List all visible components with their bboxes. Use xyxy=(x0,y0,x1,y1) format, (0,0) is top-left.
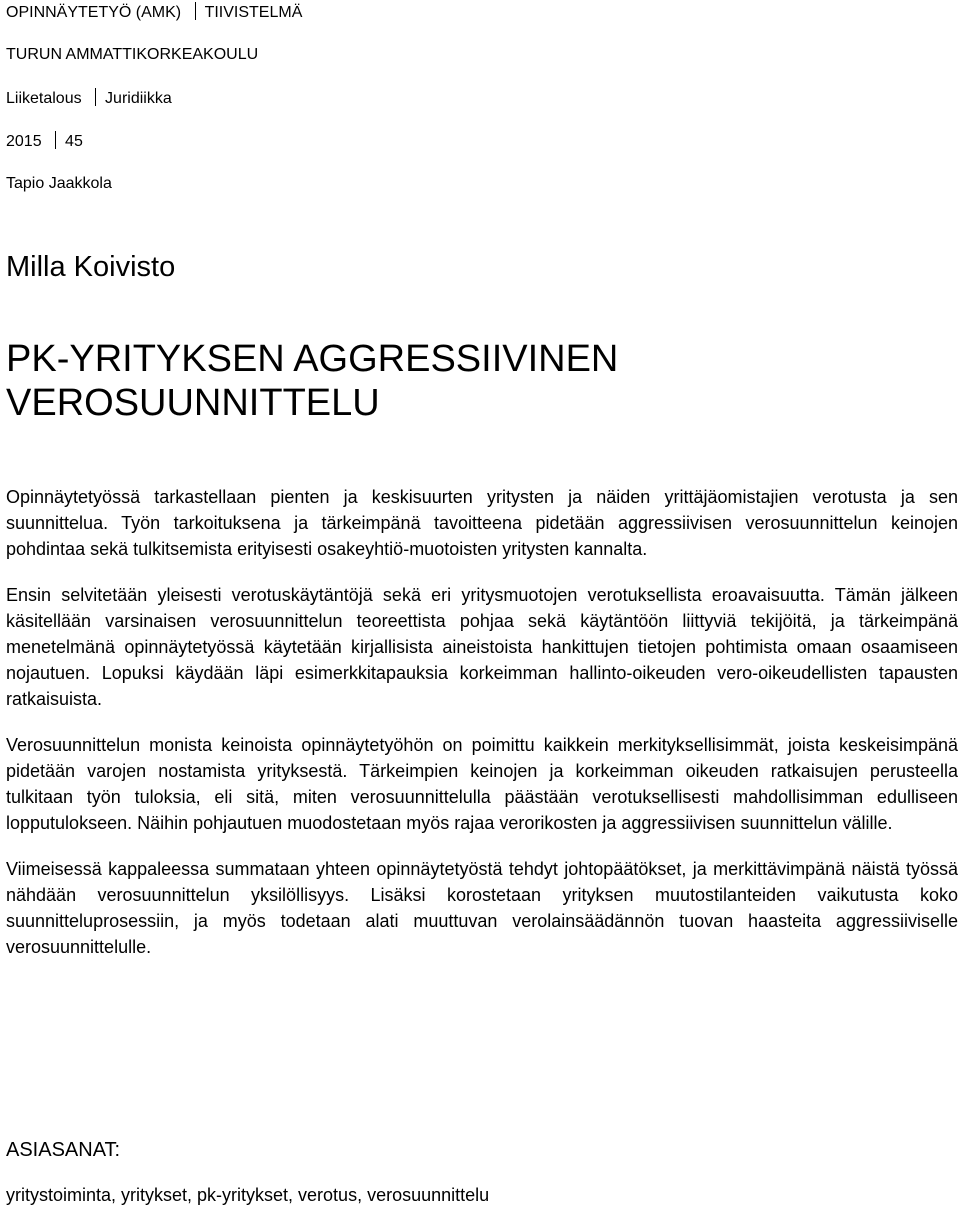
title-line: PK-YRITYKSEN AGGRESSIIVINEN xyxy=(6,338,619,380)
abstract-page xyxy=(6,0,958,1210)
abstract-paragraph: Opinnäytetyössä tarkastellaan pienten ja keskisuurten yritysten ja näiden yrittäjäomistajien verotusta ja sen suunnittelua. Työn tarkoituksena ja tärkeimpänä tavoitteena pidetään aggressiivisen verosuunnittelun keinojen pohdintaa sekä tulkitsemista erityisesti osakeyhtiö-muotoisten yritysten kannalta. xyxy=(6,487,958,559)
programme-line xyxy=(6,88,172,109)
page-count: 45 xyxy=(65,133,83,150)
abstract-paragraph: Verosuunnittelun monista keinoista opinnäytetyöhön on poimittu kaikkein merkityksellisimmät, joista keskeisimpänä pidetään varojen nostamista yrityksestä. Tärkeimpien keinojen ja korkeimman oikeuden ratkaisujen perusteella tulkitaan työn tuloksia, eli sitä, miten verosuunnittelulla päästään verotuksellisesti mahdollisimman edulliseen lopputulokseen. Näihin pohjautuen muodostetaan myös rajaa verorikosten ja aggressiivisen suunnittelun välille. xyxy=(6,735,958,833)
separator xyxy=(55,131,56,149)
abstract-paragraph: Viimeisessä kappaleessa summataan yhteen opinnäytetyöstä tehdyt johtopäätökset, ja merkittävimpänä näistä työssä nähdään verosuunnittelun yksilöllisyys. Lisäksi korostetaan yrityksen muutostilanteiden vaikutusta koko suunnitteluprosessiin, ja myös todetaan alati muuttuvan verolainsäädännön tuovan haasteita aggressiiviselle verosuunnittelulle. xyxy=(6,859,958,957)
year-pages-line xyxy=(6,131,83,152)
keywords-list: yritystoiminta, yritykset, pk-yritykset, verotus, verosuunnittelu xyxy=(6,1185,490,1205)
keywords-heading: ASIASANAT: xyxy=(6,1139,121,1161)
author-name: Milla Koivisto xyxy=(6,251,176,283)
thesis-title xyxy=(6,337,618,425)
abstract-paragraph: Ensin selvitetään yleisesti verotuskäytäntöjä sekä eri yritysmuotojen verotuksellista eroavaisuutta. Tämän jälkeen käsitellään varsinaisen verosuunnittelun teoreettista pohjaa sekä käytäntöön liittyviä tekijöitä, ja tärkeimpänä menetelmänä opinnäytetyössä käytetään kirjallisista aineistoista hankittujen tietojen pohtimista omaan osaamiseen nojautuen. Lopuksi käydään läpi esimerkkitapauksia korkeimman hallinto-oikeuden vero-oikeudellisten tapausten ratkaisuista. xyxy=(6,585,958,709)
institution: TURUN AMMATTIKORKEAKOULU xyxy=(6,46,259,63)
degree-programme: Liiketalous xyxy=(6,90,87,107)
separator xyxy=(95,88,96,106)
doc-kind: TIIVISTELMÄ xyxy=(204,4,303,21)
supervisor: Tapio Jaakkola xyxy=(6,175,112,192)
year: 2015 xyxy=(6,133,47,150)
doc-type-line xyxy=(6,2,302,23)
separator xyxy=(195,2,196,20)
doc-type: OPINNÄYTETYÖ (AMK) xyxy=(6,4,186,21)
abstract-body xyxy=(6,484,958,980)
title-line: VEROSUUNNITTELU xyxy=(6,382,380,424)
specialisation: Juridiikka xyxy=(105,90,172,107)
